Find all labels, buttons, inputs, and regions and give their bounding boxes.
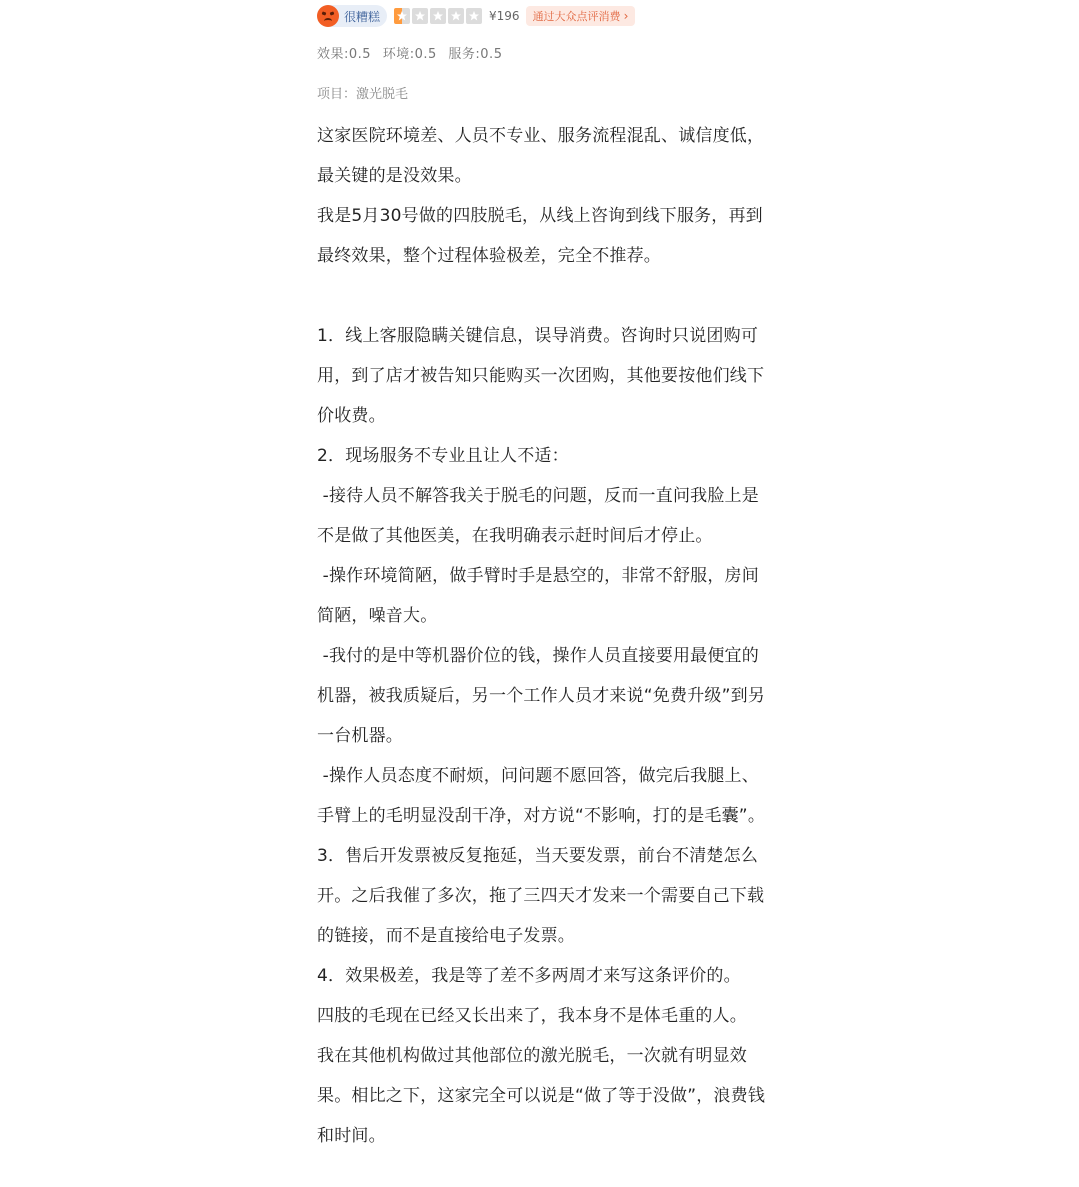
review-paragraph: 四肢的毛现在已经又长出来了，我本身不是体毛重的人。 <box>317 1006 747 1026</box>
score-effect: 效果:0.5 <box>317 47 372 62</box>
rating-label: 很糟糕 <box>344 9 381 24</box>
consume-button-label: 通过大众点评消费 <box>532 10 621 23</box>
review-paragraph: -我付的是中等机器价位的钱，操作人员直接要用最便宜的机器，被我质疑后，另一个工作人员才来说“免费升级”到另一台机器。 <box>317 646 766 746</box>
review-paragraph: -操作人员态度不耐烦，问问题不愿回答，做完后我腿上、手臂上的毛明显没刮干净，对方说“不影响，打的是毛囊”。 <box>317 766 766 826</box>
sub-scores <box>317 43 769 62</box>
review-paragraph: -接待人员不解答我关于脱毛的问题，反而一直问我脸上是不是做了其他医美，在我明确表示赶时间后才停止。 <box>317 486 759 546</box>
review-paragraph: -操作环境简陋，做手臂时手是悬空的，非常不舒服，房间简陋，噪音大。 <box>317 566 759 626</box>
star-rating <box>394 8 484 24</box>
consume-via-dianping-button[interactable] <box>526 6 636 26</box>
review-paragraph: 2．现场服务不专业且让人不适： <box>317 446 569 466</box>
star-icon <box>394 8 410 24</box>
review-text <box>317 116 769 1156</box>
price: ¥196 <box>489 9 520 23</box>
rating-badge <box>317 5 387 27</box>
star-icon <box>412 8 428 24</box>
score-service: 服务:0.5 <box>448 47 503 62</box>
chevron-right-icon: › <box>623 9 629 23</box>
review-paragraph: 这家医院环境差、人员不专业、服务流程混乱、诚信度低，最关键的是没效果。 <box>317 126 765 186</box>
review-paragraph: 我在其他机构做过其他部位的激光脱毛，一次就有明显效果。相比之下，这家完全可以说是“做了等于没做”，浪费钱和时间。 <box>317 1046 766 1146</box>
project-label: 项目：激光脱毛 <box>317 87 409 102</box>
review-card <box>317 4 769 1156</box>
review-paragraph: 3．售后开发票被反复拖延，当天要发票，前台不清楚怎么开。之后我催了多次，拖了三四天才发来一个需要自己下载的链接，而不是直接给电子发票。 <box>317 846 765 946</box>
star-icon <box>466 8 482 24</box>
review-paragraph: 我是5月30号做的四肢脱毛，从线上咨询到线下服务，再到最终效果，整个过程体验极差，完全不推荐。 <box>317 206 763 266</box>
star-icon <box>448 8 464 24</box>
review-paragraph: 4．效果极差，我是等了差不多两周才来写这条评价的。 <box>317 966 741 986</box>
angry-face-icon <box>317 5 339 27</box>
review-paragraph <box>317 276 769 316</box>
star-icon <box>430 8 446 24</box>
score-environment: 环境:0.5 <box>382 47 437 62</box>
review-paragraph: 1．线上客服隐瞒关键信息，误导消费。咨询时只说团购可用，到了店才被告知只能购买一次团购，其他要按他们线下价收费。 <box>317 326 765 426</box>
review-header <box>317 4 769 28</box>
